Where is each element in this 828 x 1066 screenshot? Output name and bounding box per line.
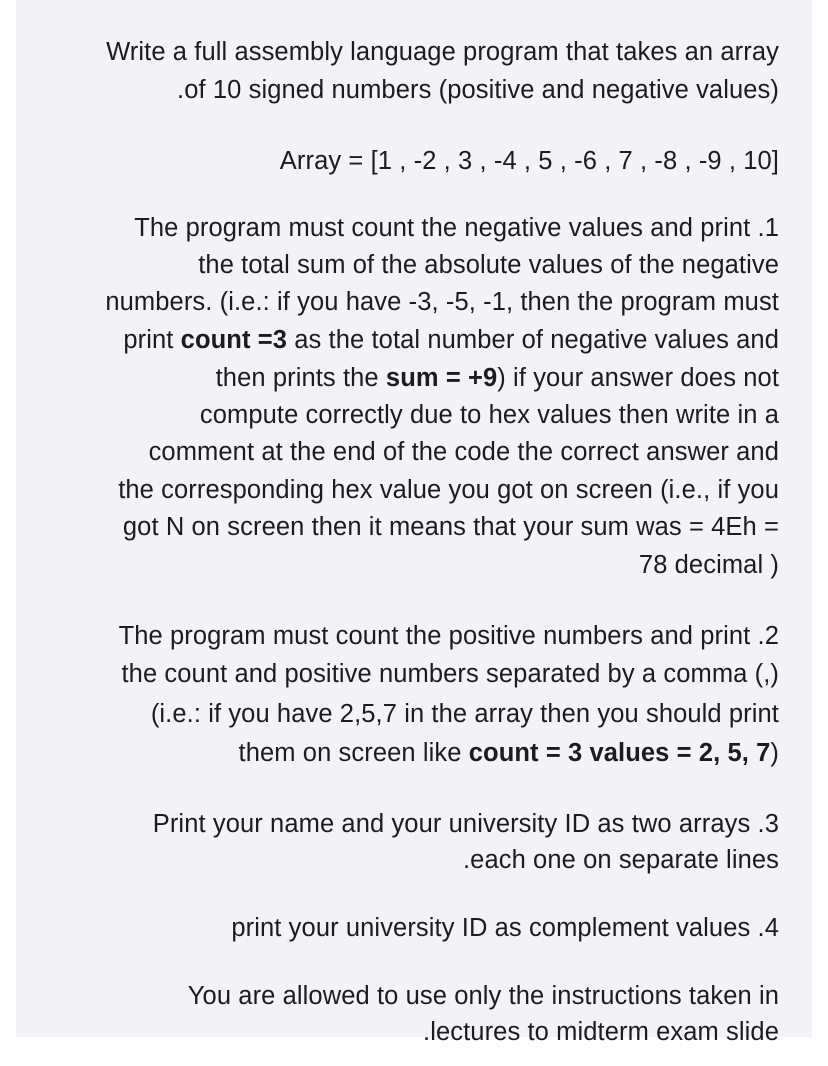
task1-line-5 [216,363,779,393]
task1-line-8: the corresponding hex value you got on screen (i.e., if you [118,476,779,504]
sum-example-bold: sum = +9 [385,364,498,392]
task1-line-5-post: ) if your answer does not [497,364,779,392]
task1-line-9: got N on screen then it means that your sum was = 4Eh = [122,513,779,541]
task2-line-4-post: ) [770,739,779,767]
task1-line-4 [123,325,779,355]
values-example-bold: count = 3 values = 2, 5, 7 [468,739,771,767]
intro-line-2: .of 10 signed numbers (positive and negative values) [177,76,779,104]
question-card [16,0,812,1046]
note-line-2: .lectures to midterm exam slide [423,1018,779,1046]
task1-line-10: 78 decimal ) [638,551,779,579]
task1-line-3: numbers. (i.e.: if you have -3, -5, -1, then the program must [105,288,779,316]
task3-line-2: .each one on separate lines [462,846,779,874]
task2-line-1: The program must count the positive numbers and print .2 [118,622,779,650]
task1-line-4-post: as the total number of negative values and [287,326,779,354]
task2-line-4-pre: them on screen like [238,739,469,767]
array-line: Array = [1 , -2 , 3 , -4 , 5 , -6 , 7 , -8 , -9 , 10] [279,147,779,175]
task4-line-1: print your university ID as complement values .4 [231,914,779,942]
count-example-bold: count =3 [180,326,288,354]
task1-line-6: compute correctly due to hex values then write in a [199,401,779,429]
task1-line-5-pre: then prints the [215,364,386,392]
intro-line-1: Write a full assembly language program that takes an array [106,38,779,66]
task2-line-3: (i.e.: if you have 2,5,7 in the array then you should print [150,700,779,728]
task3-line-1: Print your name and your university ID as two arrays .3 [152,810,779,838]
task1-line-1: The program must count the negative values and print .1 [134,214,779,242]
task1-line-2: the total sum of the absolute values of the negative [198,251,779,279]
note-line-1: You are allowed to use only the instructions taken in [187,982,779,1010]
task2-line-2: the count and positive numbers separated by a comma (,) [121,660,779,688]
task1-line-7: comment at the end of the code the correct answer and [148,438,779,466]
task1-line-4-pre: print [123,326,181,354]
task2-line-4 [239,738,779,768]
